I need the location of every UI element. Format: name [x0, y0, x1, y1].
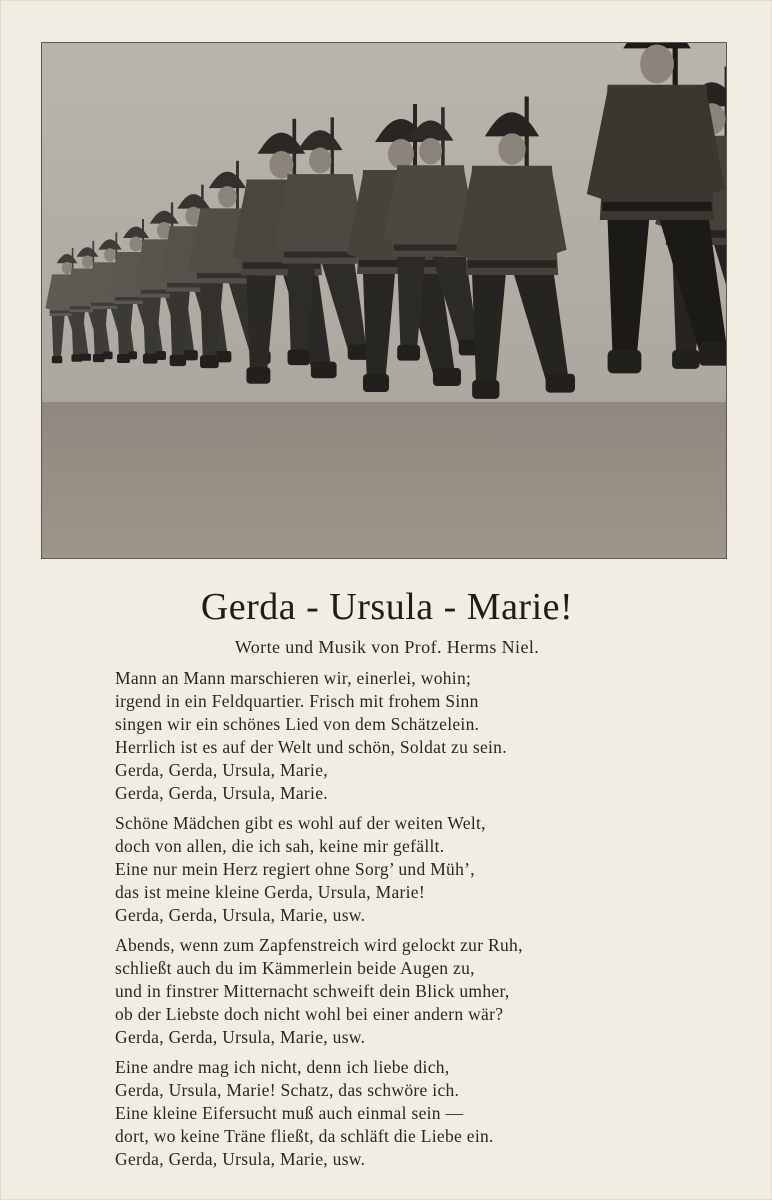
verse-line: irgend in ein Feldquartier. Frisch mit frohem Sinn: [115, 691, 479, 711]
verse-line: ob der Liebste doch nicht wohl bei einer andern wär?: [115, 1004, 504, 1024]
verse-4: [115, 1056, 675, 1171]
verse-line: Gerda, Gerda, Ursula, Marie, usw.: [115, 905, 366, 925]
photo-marching-soldiers: [41, 42, 727, 559]
verse-line: das ist meine kleine Gerda, Ursula, Marie!: [115, 882, 425, 902]
verse-2: [115, 812, 675, 927]
verse-line: Schöne Mädchen gibt es wohl auf der weiten Welt,: [115, 813, 486, 833]
verse-line: doch von allen, die ich sah, keine mir gefällt.: [115, 836, 445, 856]
verse-line: Herrlich ist es auf der Welt und schön, Soldat zu sein.: [115, 737, 507, 757]
verse-line: Mann an Mann marschieren wir, einerlei, wohin;: [115, 668, 472, 688]
verse-line: Gerda, Ursula, Marie! Schatz, das schwöre ich.: [115, 1080, 460, 1100]
verse-line: Eine kleine Eifersucht muß auch einmal sein —: [115, 1103, 464, 1123]
photo-illustration: [41, 42, 727, 559]
verse-1: [115, 667, 675, 805]
verse-line: Gerda, Gerda, Ursula, Marie, usw.: [115, 1149, 366, 1169]
verse-line: und in finstrer Mitternacht schweift dein Blick umher,: [115, 981, 510, 1001]
verse-line: Eine nur mein Herz regiert ohne Sorg’ und Müh’,: [115, 859, 475, 879]
lyrics: [115, 667, 675, 1178]
verse-line: Gerda, Gerda, Ursula, Marie.: [115, 783, 328, 803]
verse-line: Eine andre mag ich nicht, denn ich liebe dich,: [115, 1057, 450, 1077]
verse-line: Gerda, Gerda, Ursula, Marie,: [115, 760, 328, 780]
verse-3: [115, 934, 675, 1049]
verse-line: Abends, wenn zum Zapfenstreich wird gelockt zur Ruh,: [115, 935, 523, 955]
verse-line: singen wir ein schönes Lied von dem Schätzelein.: [115, 714, 480, 734]
song-title: Gerda - Ursula - Marie!: [200, 586, 574, 628]
verse-line: dort, wo keine Träne fließt, da schläft die Liebe ein.: [115, 1126, 494, 1146]
verse-line: Gerda, Gerda, Ursula, Marie, usw.: [115, 1027, 366, 1047]
verse-line: schließt auch du im Kämmerlein beide Augen zu,: [115, 958, 475, 978]
song-credit: Worte und Musik von Prof. Herms Niel.: [234, 637, 540, 657]
